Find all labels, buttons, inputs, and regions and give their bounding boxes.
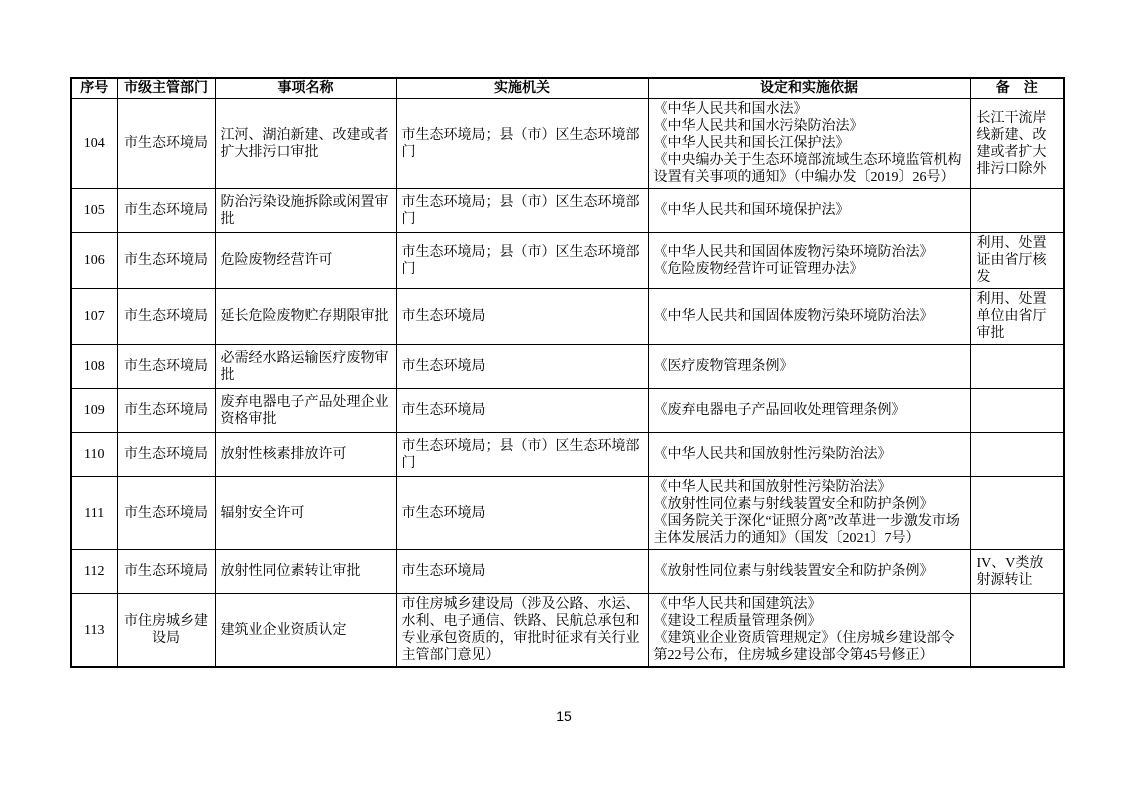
table-row [71, 389, 1064, 433]
basis-line: 《废弃电器电子产品回收处理管理条例》 [653, 403, 906, 418]
basis-cell [648, 189, 970, 233]
department-cell: 市生态环境局 [117, 289, 215, 345]
table-row [71, 233, 1064, 289]
col-header-basis: 设定和实施依据 [648, 78, 970, 99]
agency-cell: 市生态环境局；县（市）区生态环境部门 [396, 189, 648, 233]
agency-cell: 市生态环境局 [396, 345, 648, 389]
col-header-department: 市级主管部门 [117, 78, 215, 99]
table-row [71, 345, 1064, 389]
col-header-remark: 备 注 [970, 78, 1064, 99]
basis-line: 《建筑业企业资质管理规定》（住房城乡建设部令第22号公布，住房城乡建设部令第45号修正） [653, 631, 955, 663]
department-cell: 市生态环境局 [117, 345, 215, 389]
seq-cell: 109 [71, 389, 117, 433]
basis-line: 《中华人民共和国水法》 [653, 102, 808, 117]
item-name-cell: 江河、湖泊新建、改建或者扩大排污口审批 [215, 99, 396, 189]
department-cell: 市生态环境局 [117, 477, 215, 550]
item-name-cell: 危险废物经营许可 [215, 233, 396, 289]
col-header-item-name: 事项名称 [215, 78, 396, 99]
item-name-cell: 放射性核素排放许可 [215, 433, 396, 477]
basis-cell [648, 389, 970, 433]
seq-cell: 107 [71, 289, 117, 345]
seq-cell: 104 [71, 99, 117, 189]
item-name-cell: 放射性同位素转让审批 [215, 550, 396, 594]
item-name-cell: 必需经水路运输医疗废物审批 [215, 345, 396, 389]
agency-cell: 市生态环境局 [396, 550, 648, 594]
department-cell: 市生态环境局 [117, 389, 215, 433]
basis-line: 《放射性同位素与射线装置安全和防护条例》 [653, 497, 934, 512]
basis-line: 《建设工程质量管理条例》 [653, 614, 822, 629]
basis-cell [648, 433, 970, 477]
table-row [71, 433, 1064, 477]
seq-cell: 113 [71, 594, 117, 668]
item-name-cell: 延长危险废物贮存期限审批 [215, 289, 396, 345]
basis-line: 《中央编办关于生态环境部流域生态环境监管机构设置有关事项的通知》（中编办发〔2019〕26号） [653, 153, 962, 185]
table-row [71, 99, 1064, 189]
basis-line: 《中华人民共和国长江保护法》 [653, 136, 850, 151]
department-cell: 市住房城乡建设局 [117, 594, 215, 668]
department-cell: 市生态环境局 [117, 99, 215, 189]
department-cell: 市生态环境局 [117, 433, 215, 477]
basis-line: 《中华人民共和国水污染防治法》 [653, 119, 864, 134]
item-name-cell: 辐射安全许可 [215, 477, 396, 550]
remark-cell [970, 594, 1064, 668]
remark-cell [970, 389, 1064, 433]
seq-cell: 106 [71, 233, 117, 289]
agency-cell: 市生态环境局 [396, 477, 648, 550]
basis-line: 《中华人民共和国固体废物污染环境防治法》 [653, 244, 934, 260]
table-row [71, 550, 1064, 594]
remark-cell [970, 477, 1064, 550]
basis-line: 《中华人民共和国固体废物污染环境防治法》 [653, 309, 934, 324]
approval-table-rows [71, 99, 1064, 668]
item-name-cell: 废弃电器电子产品处理企业资格审批 [215, 389, 396, 433]
basis-line: 《中华人民共和国建筑法》 [653, 597, 822, 612]
approval-items-table [70, 77, 1065, 668]
agency-cell: 市生态环境局；县（市）区生态环境部门 [396, 99, 648, 189]
col-header-seq: 序号 [71, 78, 117, 99]
remark-cell: 长江干流岸线新建、改建或者扩大排污口除外 [970, 99, 1064, 189]
col-header-agency: 实施机关 [396, 78, 648, 99]
seq-cell: 110 [71, 433, 117, 477]
basis-line: 《中华人民共和国放射性污染防治法》 [653, 447, 892, 462]
basis-line: 《中华人民共和国环境保护法》 [653, 203, 850, 218]
table-row [71, 189, 1064, 233]
basis-line: 《危险废物经营许可证管理办法》 [653, 261, 864, 277]
page-number: 15 [556, 708, 572, 724]
basis-line: 《国务院关于深化“证照分离”改革进一步激发市场主体发展活力的通知》（国发〔2021〕7号） [653, 514, 960, 546]
agency-cell: 市生态环境局；县（市）区生态环境部门 [396, 433, 648, 477]
item-name-cell: 防治污染设施拆除或闲置审批 [215, 189, 396, 233]
remark-cell: IV、V类放射源转让 [970, 550, 1064, 594]
item-name-cell: 建筑业企业资质认定 [215, 594, 396, 668]
basis-cell [648, 550, 970, 594]
remark-cell [970, 433, 1064, 477]
basis-line: 《中华人民共和国放射性污染防治法》 [653, 480, 892, 495]
basis-cell [648, 233, 970, 289]
remark-cell: 利用、处置单位由省厅审批 [970, 289, 1064, 345]
department-cell: 市生态环境局 [117, 233, 215, 289]
remark-cell [970, 189, 1064, 233]
basis-line: 《放射性同位素与射线装置安全和防护条例》 [653, 564, 934, 579]
agency-cell: 市生态环境局 [396, 289, 648, 345]
table-row [71, 289, 1064, 345]
table-header [71, 78, 1064, 99]
basis-cell [648, 594, 970, 668]
agency-cell: 市生态环境局；县（市）区生态环境部门 [396, 233, 648, 289]
basis-cell [648, 477, 970, 550]
basis-line: 《医疗废物管理条例》 [653, 359, 794, 374]
basis-cell [648, 99, 970, 189]
seq-cell: 105 [71, 189, 117, 233]
agency-cell: 市生态环境局 [396, 389, 648, 433]
basis-cell [648, 345, 970, 389]
table-row [71, 477, 1064, 550]
seq-cell: 112 [71, 550, 117, 594]
seq-cell: 108 [71, 345, 117, 389]
basis-cell [648, 289, 970, 345]
department-cell: 市生态环境局 [117, 189, 215, 233]
table-row [71, 594, 1064, 668]
agency-cell: 市住房城乡建设局（涉及公路、水运、水利、电子通信、铁路、民航总承包和专业承包资质的，审批时征求有关行业主管部门意见） [396, 594, 648, 668]
seq-cell: 111 [71, 477, 117, 550]
remark-cell [970, 345, 1064, 389]
header-row [71, 78, 1064, 99]
department-cell: 市生态环境局 [117, 550, 215, 594]
remark-cell: 利用、处置证由省厅核发 [970, 233, 1064, 289]
